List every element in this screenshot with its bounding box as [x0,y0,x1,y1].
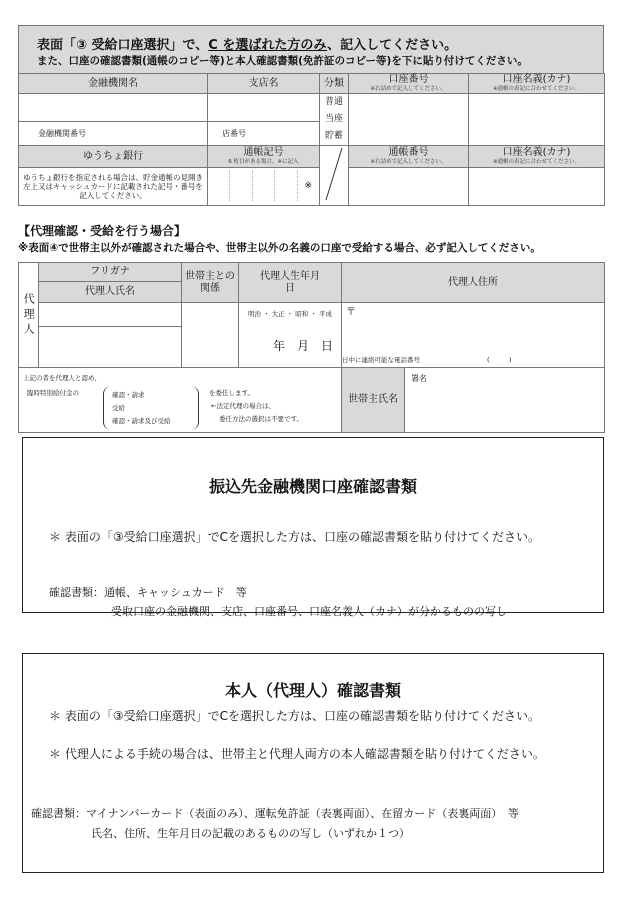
yucho-number-field[interactable] [349,168,469,205]
bank-section-header [18,25,604,73]
bank-name-header: 金融機関名 [19,74,208,94]
account-holder-header [469,74,605,94]
phone-label: 日中に連絡可能な電話番号 [342,356,420,365]
option-receive[interactable]: 受給 [112,404,125,412]
category-header: 分類 [320,74,349,94]
note: ※通帳の表記に合わせてください。 [492,159,581,166]
bank-document-paste-area [22,437,604,618]
phone-field[interactable]: ( ) [487,356,512,365]
slash-cell [320,146,349,206]
bank-name-field[interactable] [19,94,208,122]
category-options[interactable] [320,94,349,146]
bank-section-title [37,34,457,53]
title-part: 、記入してください。 [327,38,458,53]
branch-name-header: 支店名 [208,74,320,94]
label: 口座名義(カナ) [502,147,571,159]
option-both[interactable]: 確認・請求及び受給 [112,417,171,425]
branch-code-row [208,122,320,146]
address-header: 代理人住所 [342,263,605,303]
branch-code-label: 店番号 [222,128,246,138]
yucho-holder-header [469,146,605,168]
householder-name-label: 世帯主氏名 [342,368,405,433]
id-document-instruction-1: ＊ 表面の「③受給口座選択」でCを選択した方は、口座の確認書類を貼り付けてください。 [49,709,540,723]
branch-name-field[interactable] [208,94,320,122]
proxy-section-title: 【代理確認・受給を行う場合】 [18,224,187,238]
title-part: 表面「③ 受給口座選択」で、 [37,38,209,53]
id-document-paste-area [22,653,604,873]
diagonal-slash [320,146,348,202]
birth-field[interactable] [239,303,342,368]
yucho-instructions: ゆうちょ銀行を指定される場合は、貯金通帳の見開き左上又はキャッシュカードに記載された記号・番号を記入してください。 [19,168,208,205]
category-toza[interactable]: 当座 [324,114,343,124]
proxy-side-label: 代理人 [19,263,39,368]
address-field[interactable] [342,303,605,368]
label: 通帳記号 [243,147,284,159]
proxy-section-note: ※表面④で世帯主以外が確認された場合や、世帯主以外の名義の口座で受給する場合、必ず記入してください。 [18,242,541,254]
signature-field[interactable] [405,368,605,433]
delegation-options[interactable] [103,386,199,430]
relation-field[interactable] [182,303,239,368]
relation-header: 世帯主との関係 [182,263,239,303]
bank-section-subtitle: また、口座の確認書類(通帳のコピー等)と本人確認書類(免許証のコピー等)を下に貼り付けてください。 [37,55,528,67]
bank-document-instruction: ＊ 表面の「③受給口座選択」でCを選択した方は、口座の確認書類を貼り付けてください。 [49,530,540,544]
proxy-table [18,262,605,433]
furigana-field[interactable] [39,303,182,327]
note: ※右詰めで記入してください。 [370,86,447,93]
name-field[interactable] [39,327,182,368]
account-number-field[interactable] [349,94,469,146]
delegate-prefix: 臨時特別給付金の [27,389,79,397]
label: 口座番号 [388,74,429,86]
bank-document-types: 確認書類：通帳、キャッシュカード 等 [49,586,247,599]
legal-note: 委任方法の選択は不要です。 [219,415,303,423]
date-labels: 年 月 日 [272,338,333,353]
label: 通帳番号 [388,147,429,159]
account-holder-field[interactable] [469,94,605,146]
note: ※右詰めで記入してください。 [370,159,447,166]
note: 6 桁目がある場合、※に記入 [228,159,299,166]
bank-code-row [19,122,208,146]
delegate-suffix: を委任します。 [209,389,254,397]
yucho-symbol-header [208,146,320,168]
delegation-cell [19,368,342,433]
signature-label: 署名 [411,374,427,383]
yucho-header: ゆうちょ銀行 [19,146,208,168]
delegate-intro: 上記の者を代理人と認め、 [23,374,101,382]
bank-account-table [18,73,605,206]
label: 口座名義(カナ) [502,74,571,86]
id-document-instruction-2: ＊ 代理人による手続の場合は、世帯主と代理人両方の本人確認書類を貼り付けてください。 [49,747,545,761]
bank-document-title: 振込先金融機関口座確認書類 [208,477,417,496]
option-confirm-request[interactable]: 確認・請求 [112,391,145,399]
category-futsu[interactable]: 普通 [324,97,343,107]
bank-document-note: 受取口座の金融機関、支店、口座番号、口座名義人（カナ）が分かるものの写し [111,605,507,618]
era-options[interactable]: 明治 ・ 大正 ・ 昭和 ・ 平成 [248,310,332,318]
yucho-symbol-field[interactable] [208,168,320,205]
name-header: 代理人氏名 [39,282,182,303]
bank-code-label: 金融機関番号 [38,128,86,138]
account-number-header [349,74,469,94]
furigana-header: フリガナ [39,263,182,282]
legal-note: ←法定代理の場合は、 [211,402,275,410]
note: ※通帳の表記に合わせてください。 [492,86,581,93]
yucho-number-header [349,146,469,168]
id-document-note: 氏名、住所、生年月日の記載のあるものの写し（いずれか１つ） [91,827,410,840]
category-chochiku[interactable]: 貯蓄 [324,131,343,141]
yucho-holder-field[interactable] [469,168,605,205]
postal-mark: 〒 [346,307,356,318]
id-document-title: 本人（代理人）確認書類 [224,681,401,700]
birth-header: 代理人生年月日 [239,263,342,303]
mark: ※ [304,181,313,192]
title-underlined: C を選ばれた方のみ [208,38,328,53]
id-document-types: 確認書類：マイナンバーカード（表面のみ）、運転免許証（表裏両面）、在留カード（表裏両面） 等 [31,807,519,820]
